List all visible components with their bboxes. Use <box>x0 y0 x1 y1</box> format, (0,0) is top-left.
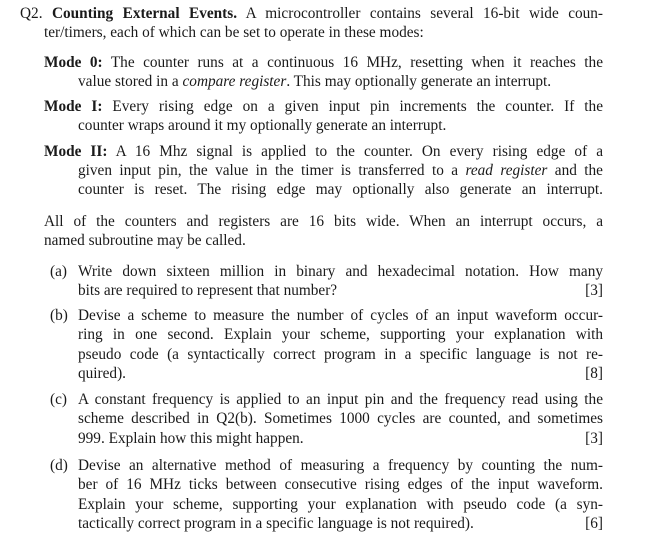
part-text: 999. Explain how this might happen. <box>78 429 304 447</box>
part-text: pseudo code (a syntactically correct program in a specific language is not re- <box>78 345 603 363</box>
mode-1 <box>44 97 603 116</box>
part-text: Devise an alternative method of measuring a frequency by counting the num- <box>78 457 603 474</box>
question-number: Q2. <box>20 5 43 22</box>
mode-label: Mode 0: <box>44 54 103 71</box>
part-text: quired). <box>78 364 126 382</box>
marks: [8] <box>585 364 603 382</box>
term-read-register: read register <box>465 162 548 179</box>
marks: [6] <box>585 514 603 532</box>
question-title: Counting External Events. <box>51 5 238 22</box>
part-label: (d) <box>50 457 68 474</box>
note-text: All of the counters and registers are 16 bits wide. When an interrupt occurs, a <box>44 213 603 230</box>
part-label: (b) <box>50 307 68 324</box>
intro-text: ter/timers, each of which can be set to operate in these modes: <box>44 24 424 41</box>
mode-2-cont: counter is reset. The rising edge may optionally also generate an interrupt. <box>78 181 603 198</box>
term-compare-register: compare register <box>182 73 287 90</box>
marks: [3] <box>585 282 603 300</box>
note-text: named subroutine may be called. <box>44 232 246 249</box>
mode-text: A 16 Mhz signal is applied to the counter. On every rising edge of a <box>115 143 603 160</box>
part-text: Write down sixteen million in binary and hexadecimal notation. How many <box>78 263 603 280</box>
question-heading <box>20 4 603 23</box>
part-text: Devise a scheme to measure the number of cycles of an input waveform occur- <box>78 307 603 324</box>
mode-2 <box>44 142 603 161</box>
mode-label: Mode I: <box>44 98 103 115</box>
mode-text: value stored in a <box>78 73 183 90</box>
part-text: A constant frequency is applied to an input pin and the frequency read using the <box>78 391 603 408</box>
part-text: bits are required to represent that number? <box>78 282 338 300</box>
part-label: (a) <box>50 263 67 280</box>
marks: [3] <box>585 429 603 447</box>
mode-0 <box>44 53 603 72</box>
part-text: Explain your scheme, supporting your explanation with pseudo code (a syn- <box>78 495 603 513</box>
mode-text: Every rising edge on a given input pin increments the counter. If the <box>112 98 603 115</box>
part-label: (c) <box>50 391 67 408</box>
mode-0-cont <box>78 72 603 91</box>
intro-text: A microcontroller contains several 16-bit wide coun- <box>245 5 604 22</box>
part-text: tactically correct program in a specific language is not required). <box>78 514 474 532</box>
mode-label: Mode II: <box>44 143 108 160</box>
mode-text: The counter runs at a continuous 16 MHz, resetting when it reaches the <box>110 54 603 71</box>
part-text: ring in one second. Explain your scheme, supporting your explanation with <box>78 326 603 344</box>
mode-1-cont: counter wraps around it my optionally generate an interrupt. <box>78 117 447 134</box>
part-text: ber of 16 MHz ticks between consecutive rising edges of the input waveform. <box>78 476 603 494</box>
mode-text: . This may optionally generate an interrupt. <box>286 73 552 90</box>
mode-2-cont <box>78 161 603 180</box>
mode-text: given input pin, the value in the timer is transferred to a <box>78 162 466 179</box>
mode-text: and the <box>547 162 603 179</box>
part-text: scheme described in Q2(b). Sometimes 1000 cycles are counted, and sometimes <box>78 410 603 428</box>
